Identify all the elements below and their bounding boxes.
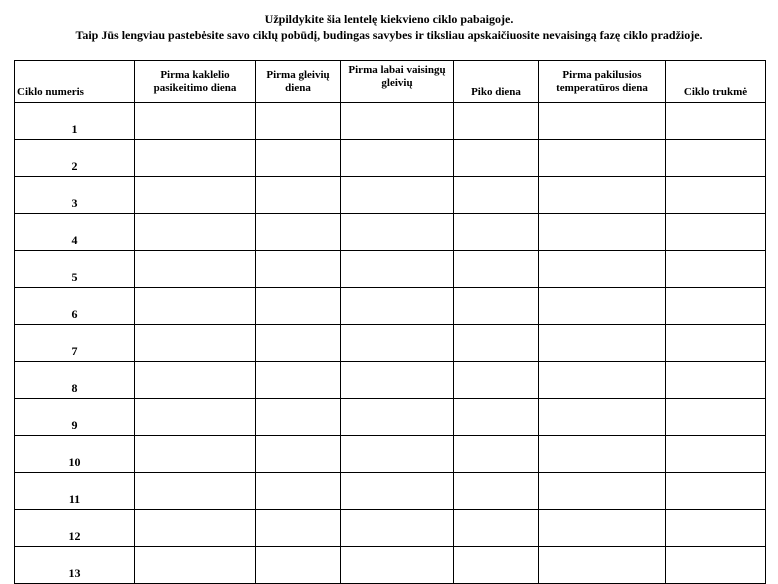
cervix-change-cell[interactable]	[135, 325, 256, 362]
table-row	[15, 177, 766, 214]
first-mucus-cell[interactable]	[256, 473, 341, 510]
table-body	[15, 103, 766, 584]
cervix-change-cell[interactable]	[135, 288, 256, 325]
cycle-number-cell: 5	[15, 251, 135, 288]
temperature-rise-cell[interactable]	[539, 510, 666, 547]
cervix-change-cell[interactable]	[135, 473, 256, 510]
cycle-number-cell: 1	[15, 103, 135, 140]
cycle-length-cell[interactable]	[666, 547, 766, 584]
instructions-line-2: Taip Jūs lengviau pastebėsite savo ciklų pobūdį, budingas savybes ir tiksliau apskaičiuosite nevaisingą fazę ciklo pradžioje.	[75, 28, 703, 42]
col-header-peak-day: Piko diena	[454, 61, 539, 103]
cycle-length-cell[interactable]	[666, 251, 766, 288]
instructions-line-1: Užpildykite šia lentelę kiekvieno ciklo pabaigoje.	[264, 12, 514, 26]
temperature-rise-cell[interactable]	[539, 140, 666, 177]
cycle-length-cell[interactable]	[666, 103, 766, 140]
cervix-change-cell[interactable]	[135, 140, 256, 177]
fertile-mucus-cell[interactable]	[341, 103, 454, 140]
cervix-change-cell[interactable]	[135, 103, 256, 140]
col-header-cycle-length: Ciklo trukmė	[666, 61, 766, 103]
first-mucus-cell[interactable]	[256, 251, 341, 288]
cycle-length-cell[interactable]	[666, 510, 766, 547]
temperature-rise-cell[interactable]	[539, 399, 666, 436]
temperature-rise-cell[interactable]	[539, 436, 666, 473]
fertile-mucus-cell[interactable]	[341, 177, 454, 214]
cervix-change-cell[interactable]	[135, 177, 256, 214]
first-mucus-cell[interactable]	[256, 103, 341, 140]
temperature-rise-cell[interactable]	[539, 547, 666, 584]
header-row	[15, 61, 766, 103]
peak-day-cell[interactable]	[454, 399, 539, 436]
first-mucus-cell[interactable]	[256, 362, 341, 399]
first-mucus-cell[interactable]	[256, 510, 341, 547]
cycle-length-cell[interactable]	[666, 473, 766, 510]
cervix-change-cell[interactable]	[135, 362, 256, 399]
table-row	[15, 251, 766, 288]
fertile-mucus-cell[interactable]	[341, 140, 454, 177]
cycle-length-cell[interactable]	[666, 177, 766, 214]
fertile-mucus-cell[interactable]	[341, 214, 454, 251]
table-row	[15, 362, 766, 399]
peak-day-cell[interactable]	[454, 362, 539, 399]
cervix-change-cell[interactable]	[135, 510, 256, 547]
temperature-rise-cell[interactable]	[539, 214, 666, 251]
cervix-change-cell[interactable]	[135, 547, 256, 584]
temperature-rise-cell[interactable]	[539, 177, 666, 214]
cycle-number-cell: 8	[15, 362, 135, 399]
cycle-number-cell: 2	[15, 140, 135, 177]
fertile-mucus-cell[interactable]	[341, 510, 454, 547]
table-row	[15, 214, 766, 251]
cycle-number-cell: 13	[15, 547, 135, 584]
cycle-length-cell[interactable]	[666, 436, 766, 473]
first-mucus-cell[interactable]	[256, 399, 341, 436]
cycle-length-cell[interactable]	[666, 214, 766, 251]
cycle-length-cell[interactable]	[666, 140, 766, 177]
fertile-mucus-cell[interactable]	[341, 436, 454, 473]
peak-day-cell[interactable]	[454, 140, 539, 177]
cycle-number-cell: 4	[15, 214, 135, 251]
temperature-rise-cell[interactable]	[539, 362, 666, 399]
first-mucus-cell[interactable]	[256, 288, 341, 325]
peak-day-cell[interactable]	[454, 510, 539, 547]
col-header-fertile-mucus: Pirma labai vaisingų gleivių	[341, 61, 454, 103]
cycle-length-cell[interactable]	[666, 288, 766, 325]
first-mucus-cell[interactable]	[256, 177, 341, 214]
cycle-length-cell[interactable]	[666, 362, 766, 399]
cycle-number-cell: 12	[15, 510, 135, 547]
cycle-number-cell: 6	[15, 288, 135, 325]
peak-day-cell[interactable]	[454, 325, 539, 362]
cervix-change-cell[interactable]	[135, 436, 256, 473]
col-header-cervix-change: Pirma kaklelio pasikeitimo diena	[135, 61, 256, 103]
first-mucus-cell[interactable]	[256, 547, 341, 584]
fertile-mucus-cell[interactable]	[341, 362, 454, 399]
first-mucus-cell[interactable]	[256, 436, 341, 473]
table-row	[15, 288, 766, 325]
table-row	[15, 399, 766, 436]
peak-day-cell[interactable]	[454, 436, 539, 473]
temperature-rise-cell[interactable]	[539, 288, 666, 325]
cervix-change-cell[interactable]	[135, 399, 256, 436]
fertile-mucus-cell[interactable]	[341, 473, 454, 510]
fertile-mucus-cell[interactable]	[341, 325, 454, 362]
temperature-rise-cell[interactable]	[539, 251, 666, 288]
peak-day-cell[interactable]	[454, 177, 539, 214]
table-row	[15, 436, 766, 473]
table-row	[15, 103, 766, 140]
cycle-number-cell: 10	[15, 436, 135, 473]
temperature-rise-cell[interactable]	[539, 473, 666, 510]
table-row	[15, 325, 766, 362]
fertile-mucus-cell[interactable]	[341, 547, 454, 584]
peak-day-cell[interactable]	[454, 288, 539, 325]
first-mucus-cell[interactable]	[256, 325, 341, 362]
temperature-rise-cell[interactable]	[539, 325, 666, 362]
fertile-mucus-cell[interactable]	[341, 251, 454, 288]
fertile-mucus-cell[interactable]	[341, 399, 454, 436]
table-row	[15, 510, 766, 547]
cervix-change-cell[interactable]	[135, 251, 256, 288]
cycle-number-cell: 9	[15, 399, 135, 436]
peak-day-cell[interactable]	[454, 251, 539, 288]
fertile-mucus-cell[interactable]	[341, 288, 454, 325]
peak-day-cell[interactable]	[454, 103, 539, 140]
instructions	[0, 11, 778, 43]
peak-day-cell[interactable]	[454, 214, 539, 251]
temperature-rise-cell[interactable]	[539, 103, 666, 140]
cycle-length-cell[interactable]	[666, 399, 766, 436]
cycle-number-cell: 7	[15, 325, 135, 362]
peak-day-cell[interactable]	[454, 547, 539, 584]
first-mucus-cell[interactable]	[256, 140, 341, 177]
table-row	[15, 473, 766, 510]
table-row	[15, 547, 766, 584]
table-row	[15, 140, 766, 177]
cervix-change-cell[interactable]	[135, 214, 256, 251]
peak-day-cell[interactable]	[454, 473, 539, 510]
col-header-cycle-number: Ciklo numeris	[15, 61, 135, 103]
cycle-table	[14, 60, 766, 584]
col-header-temperature-rise: Pirma pakilusios temperatūros diena	[539, 61, 666, 103]
cycle-number-cell: 11	[15, 473, 135, 510]
col-header-first-mucus: Pirma gleivių diena	[256, 61, 341, 103]
cycle-number-cell: 3	[15, 177, 135, 214]
first-mucus-cell[interactable]	[256, 214, 341, 251]
cycle-length-cell[interactable]	[666, 325, 766, 362]
